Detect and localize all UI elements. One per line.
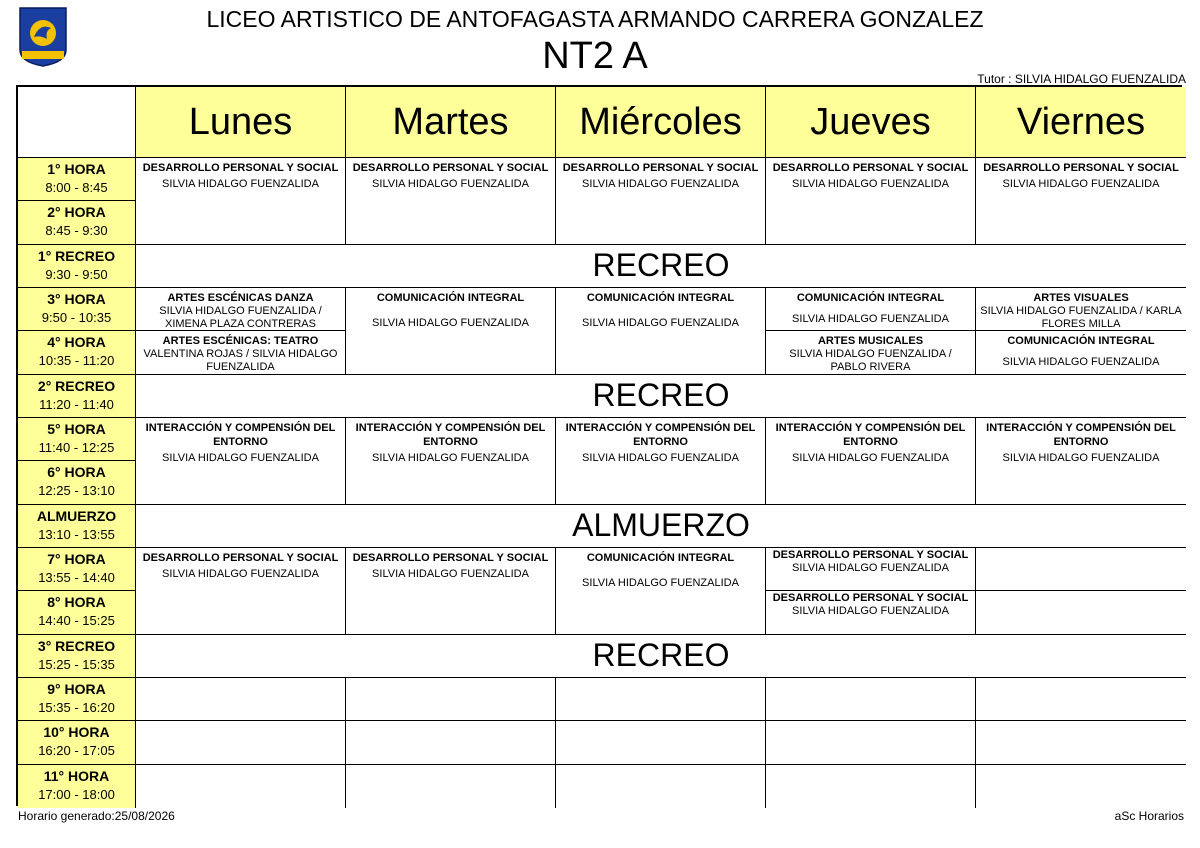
day-header-miercoles: Miércoles	[556, 87, 766, 158]
empty-cell[interactable]	[766, 765, 976, 808]
lesson-cell[interactable]	[136, 331, 346, 374]
lesson-cell[interactable]	[136, 418, 346, 505]
lesson-subject: COMUNICACIÓN INTEGRAL	[586, 291, 735, 304]
lesson-subject: INTERACCIÓN Y COMPENSIÓN DEL ENTORNO	[986, 421, 1176, 448]
lesson-teacher: SILVIA HIDALGO FUENZALIDA	[162, 567, 319, 580]
period-label	[18, 721, 136, 764]
period-name: 2° HORA	[47, 204, 106, 221]
lesson-cell[interactable]	[346, 418, 556, 505]
lesson-subject: INTERACCIÓN Y COMPENSIÓN DEL ENTORNO	[355, 421, 546, 448]
lesson-cell[interactable]	[346, 548, 556, 635]
period-time: 17:00 - 18:00	[38, 787, 115, 803]
period-name: 7° HORA	[47, 551, 106, 568]
period-name: 4° HORA	[47, 334, 106, 351]
period-time: 9:30 - 9:50	[45, 266, 108, 282]
lesson-cell[interactable]	[766, 548, 976, 591]
period-time: 10:35 - 11:20	[38, 353, 115, 369]
lesson-subject: DESARROLLO PERSONAL Y SOCIAL	[562, 162, 759, 174]
period-time: 15:35 - 16:20	[38, 700, 115, 716]
lesson-subject: DESARROLLO PERSONAL Y SOCIAL	[772, 162, 969, 174]
lesson-teacher: SILVIA HIDALGO FUENZALIDA	[162, 178, 319, 190]
lesson-cell[interactable]	[346, 288, 556, 375]
lesson-subject: DESARROLLO PERSONAL Y SOCIAL	[352, 551, 549, 564]
period-time: 9:50 - 10:35	[41, 310, 112, 326]
empty-cell[interactable]	[136, 765, 346, 808]
lesson-subject: DESARROLLO PERSONAL Y SOCIAL	[772, 592, 969, 605]
empty-cell[interactable]	[976, 765, 1186, 808]
lesson-cell[interactable]	[766, 418, 976, 505]
lesson-cell[interactable]	[766, 158, 976, 245]
lesson-cell[interactable]	[766, 591, 976, 634]
lesson-subject: ARTES ESCÉNICAS: TEATRO	[162, 335, 319, 348]
period-name: 6° HORA	[47, 464, 106, 481]
lesson-cell[interactable]	[976, 288, 1186, 331]
lesson-cell[interactable]	[136, 288, 346, 331]
period-label	[18, 331, 136, 374]
lesson-subject: ARTES ESCÉNICAS DANZA	[167, 291, 314, 304]
period-label	[18, 288, 136, 331]
period-time: 14:40 - 15:25	[38, 613, 115, 629]
break-banner: ALMUERZO	[136, 505, 1186, 548]
lesson-subject: COMUNICACIÓN INTEGRAL	[586, 551, 735, 564]
lesson-teacher: SILVIA HIDALGO FUENZALIDA	[372, 316, 529, 329]
empty-cell[interactable]	[976, 591, 1186, 634]
lesson-teacher: SILVIA HIDALGO FUENZALIDA	[792, 312, 949, 325]
period-label	[18, 461, 136, 504]
timetable-grid	[16, 85, 1182, 806]
break-banner: RECREO	[136, 635, 1186, 678]
period-name: 10° HORA	[43, 724, 110, 741]
period-label	[18, 765, 136, 808]
lesson-teacher: SILVIA HIDALGO FUENZALIDA	[792, 605, 949, 618]
period-name: 5° HORA	[47, 421, 106, 438]
lesson-teacher: SILVIA HIDALGO FUENZALIDA	[1002, 178, 1160, 190]
school-logo	[18, 6, 68, 68]
day-header-martes: Martes	[346, 87, 556, 158]
period-label	[18, 591, 136, 634]
school-name: LICEO ARTISTICO DE ANTOFAGASTA ARMANDO CARRERA GONZALEZ	[206, 6, 984, 32]
lesson-cell[interactable]	[976, 331, 1186, 374]
period-time: 11:40 - 12:25	[38, 440, 115, 456]
lesson-cell[interactable]	[766, 331, 976, 374]
lesson-teacher: VALENTINA ROJAS / SILVIA HIDALGO FUENZALIDA	[143, 348, 338, 374]
lesson-cell[interactable]	[136, 158, 346, 245]
day-header-lunes: Lunes	[136, 87, 346, 158]
group-title: NT2 A	[542, 35, 648, 77]
period-time: 12:25 - 13:10	[38, 483, 115, 499]
lesson-subject: COMUNICACIÓN INTEGRAL	[376, 291, 525, 304]
lesson-subject: DESARROLLO PERSONAL Y SOCIAL	[142, 551, 339, 564]
empty-cell[interactable]	[766, 721, 976, 764]
period-label	[18, 158, 136, 201]
lesson-subject: ARTES VISUALES	[1033, 291, 1129, 304]
corner-cell	[18, 87, 136, 158]
period-name: 3° RECREO	[37, 637, 116, 654]
period-time: 8:00 - 8:45	[45, 180, 108, 196]
period-label	[18, 548, 136, 591]
lesson-teacher: SILVIA HIDALGO FUENZALIDA	[582, 316, 739, 329]
empty-cell[interactable]	[976, 548, 1186, 591]
lesson-teacher: SILVIA HIDALGO FUENZALIDA	[372, 567, 529, 580]
period-time: 15:25 - 15:35	[38, 656, 115, 672]
period-name: 1° RECREO	[37, 247, 116, 264]
lesson-cell[interactable]	[976, 418, 1186, 505]
empty-cell[interactable]	[556, 678, 766, 721]
lesson-teacher: SILVIA HIDALGO FUENZALIDA	[372, 451, 529, 464]
empty-cell[interactable]	[136, 678, 346, 721]
lesson-cell[interactable]	[556, 288, 766, 375]
empty-cell[interactable]	[766, 678, 976, 721]
lesson-subject: DESARROLLO PERSONAL Y SOCIAL	[352, 162, 549, 174]
lesson-subject: ARTES MUSICALES	[817, 335, 924, 348]
lesson-cell[interactable]	[556, 548, 766, 635]
period-name: 2° RECREO	[37, 377, 116, 394]
period-label	[18, 505, 136, 548]
empty-cell[interactable]	[556, 721, 766, 764]
footer-brand: aSc Horarios	[1114, 809, 1184, 823]
lesson-subject: COMUNICACIÓN INTEGRAL	[796, 291, 945, 304]
period-label	[18, 678, 136, 721]
day-header-jueves: Jueves	[766, 87, 976, 158]
lesson-cell[interactable]	[766, 288, 976, 331]
period-name: 11° HORA	[43, 768, 110, 785]
empty-cell[interactable]	[346, 678, 556, 721]
period-time: 11:20 - 11:40	[39, 396, 114, 412]
period-time: 8:45 - 9:30	[45, 223, 108, 239]
lesson-teacher: SILVIA HIDALGO FUENZALIDA	[1002, 451, 1160, 464]
lesson-teacher: SILVIA HIDALGO FUENZALIDA	[792, 178, 949, 190]
day-header-viernes: Viernes	[976, 87, 1186, 158]
lesson-cell[interactable]	[556, 418, 766, 505]
period-label	[18, 418, 136, 461]
period-name: 8° HORA	[47, 594, 106, 611]
lesson-subject: DESARROLLO PERSONAL Y SOCIAL	[983, 162, 1179, 174]
lesson-cell[interactable]	[346, 158, 556, 245]
lesson-teacher: SILVIA HIDALGO FUENZALIDA	[792, 451, 949, 464]
lesson-cell[interactable]	[976, 158, 1186, 245]
period-name: 9° HORA	[47, 681, 106, 698]
generated-date: Horario generado:25/08/2026	[18, 809, 175, 823]
lesson-teacher: SILVIA HIDALGO FUENZALIDA	[582, 451, 739, 464]
period-label	[18, 201, 136, 244]
period-label	[18, 635, 136, 678]
lesson-cell[interactable]	[556, 158, 766, 245]
lesson-subject: INTERACCIÓN Y COMPENSIÓN DEL ENTORNO	[145, 421, 336, 448]
empty-cell[interactable]	[556, 765, 766, 808]
empty-cell[interactable]	[976, 678, 1186, 721]
lesson-teacher: SILVIA HIDALGO FUENZALIDA	[582, 576, 739, 589]
break-banner: RECREO	[136, 245, 1186, 288]
lesson-teacher: SILVIA HIDALGO FUENZALIDA	[582, 178, 739, 190]
tutor-label: Tutor : SILVIA HIDALGO FUENZALIDA	[977, 72, 1186, 86]
lesson-subject: DESARROLLO PERSONAL Y SOCIAL	[142, 162, 339, 174]
empty-cell[interactable]	[136, 721, 346, 764]
lesson-teacher: SILVIA HIDALGO FUENZALIDA / PABLO RIVERA	[789, 348, 952, 374]
period-name: 3° HORA	[47, 291, 106, 308]
empty-cell[interactable]	[346, 721, 556, 764]
period-label	[18, 375, 136, 418]
lesson-teacher: SILVIA HIDALGO FUENZALIDA	[1002, 356, 1160, 369]
period-time: 13:10 - 13:55	[38, 526, 115, 542]
lesson-teacher: SILVIA HIDALGO FUENZALIDA	[792, 561, 949, 574]
break-banner: RECREO	[136, 375, 1186, 418]
period-name: ALMUERZO	[36, 507, 117, 524]
lesson-teacher: SILVIA HIDALGO FUENZALIDA	[162, 451, 319, 464]
period-time: 16:20 - 17:05	[38, 743, 115, 759]
empty-cell[interactable]	[346, 765, 556, 808]
lesson-cell[interactable]	[136, 548, 346, 635]
lesson-teacher: SILVIA HIDALGO FUENZALIDA	[372, 178, 529, 190]
lesson-subject: INTERACCIÓN Y COMPENSIÓN DEL ENTORNO	[775, 421, 966, 448]
lesson-subject: DESARROLLO PERSONAL Y SOCIAL	[772, 548, 969, 561]
lesson-subject: INTERACCIÓN Y COMPENSIÓN DEL ENTORNO	[565, 421, 756, 448]
lesson-teacher: SILVIA HIDALGO FUENZALIDA / XIMENA PLAZA CONTRERAS	[159, 304, 322, 330]
period-label	[18, 245, 136, 288]
lesson-teacher: SILVIA HIDALGO FUENZALIDA / KARLA FLORES MILLA	[980, 304, 1182, 330]
period-time: 13:55 - 14:40	[38, 570, 115, 586]
period-name: 1° HORA	[47, 161, 106, 178]
lesson-subject: COMUNICACIÓN INTEGRAL	[1007, 335, 1155, 348]
empty-cell[interactable]	[976, 721, 1186, 764]
